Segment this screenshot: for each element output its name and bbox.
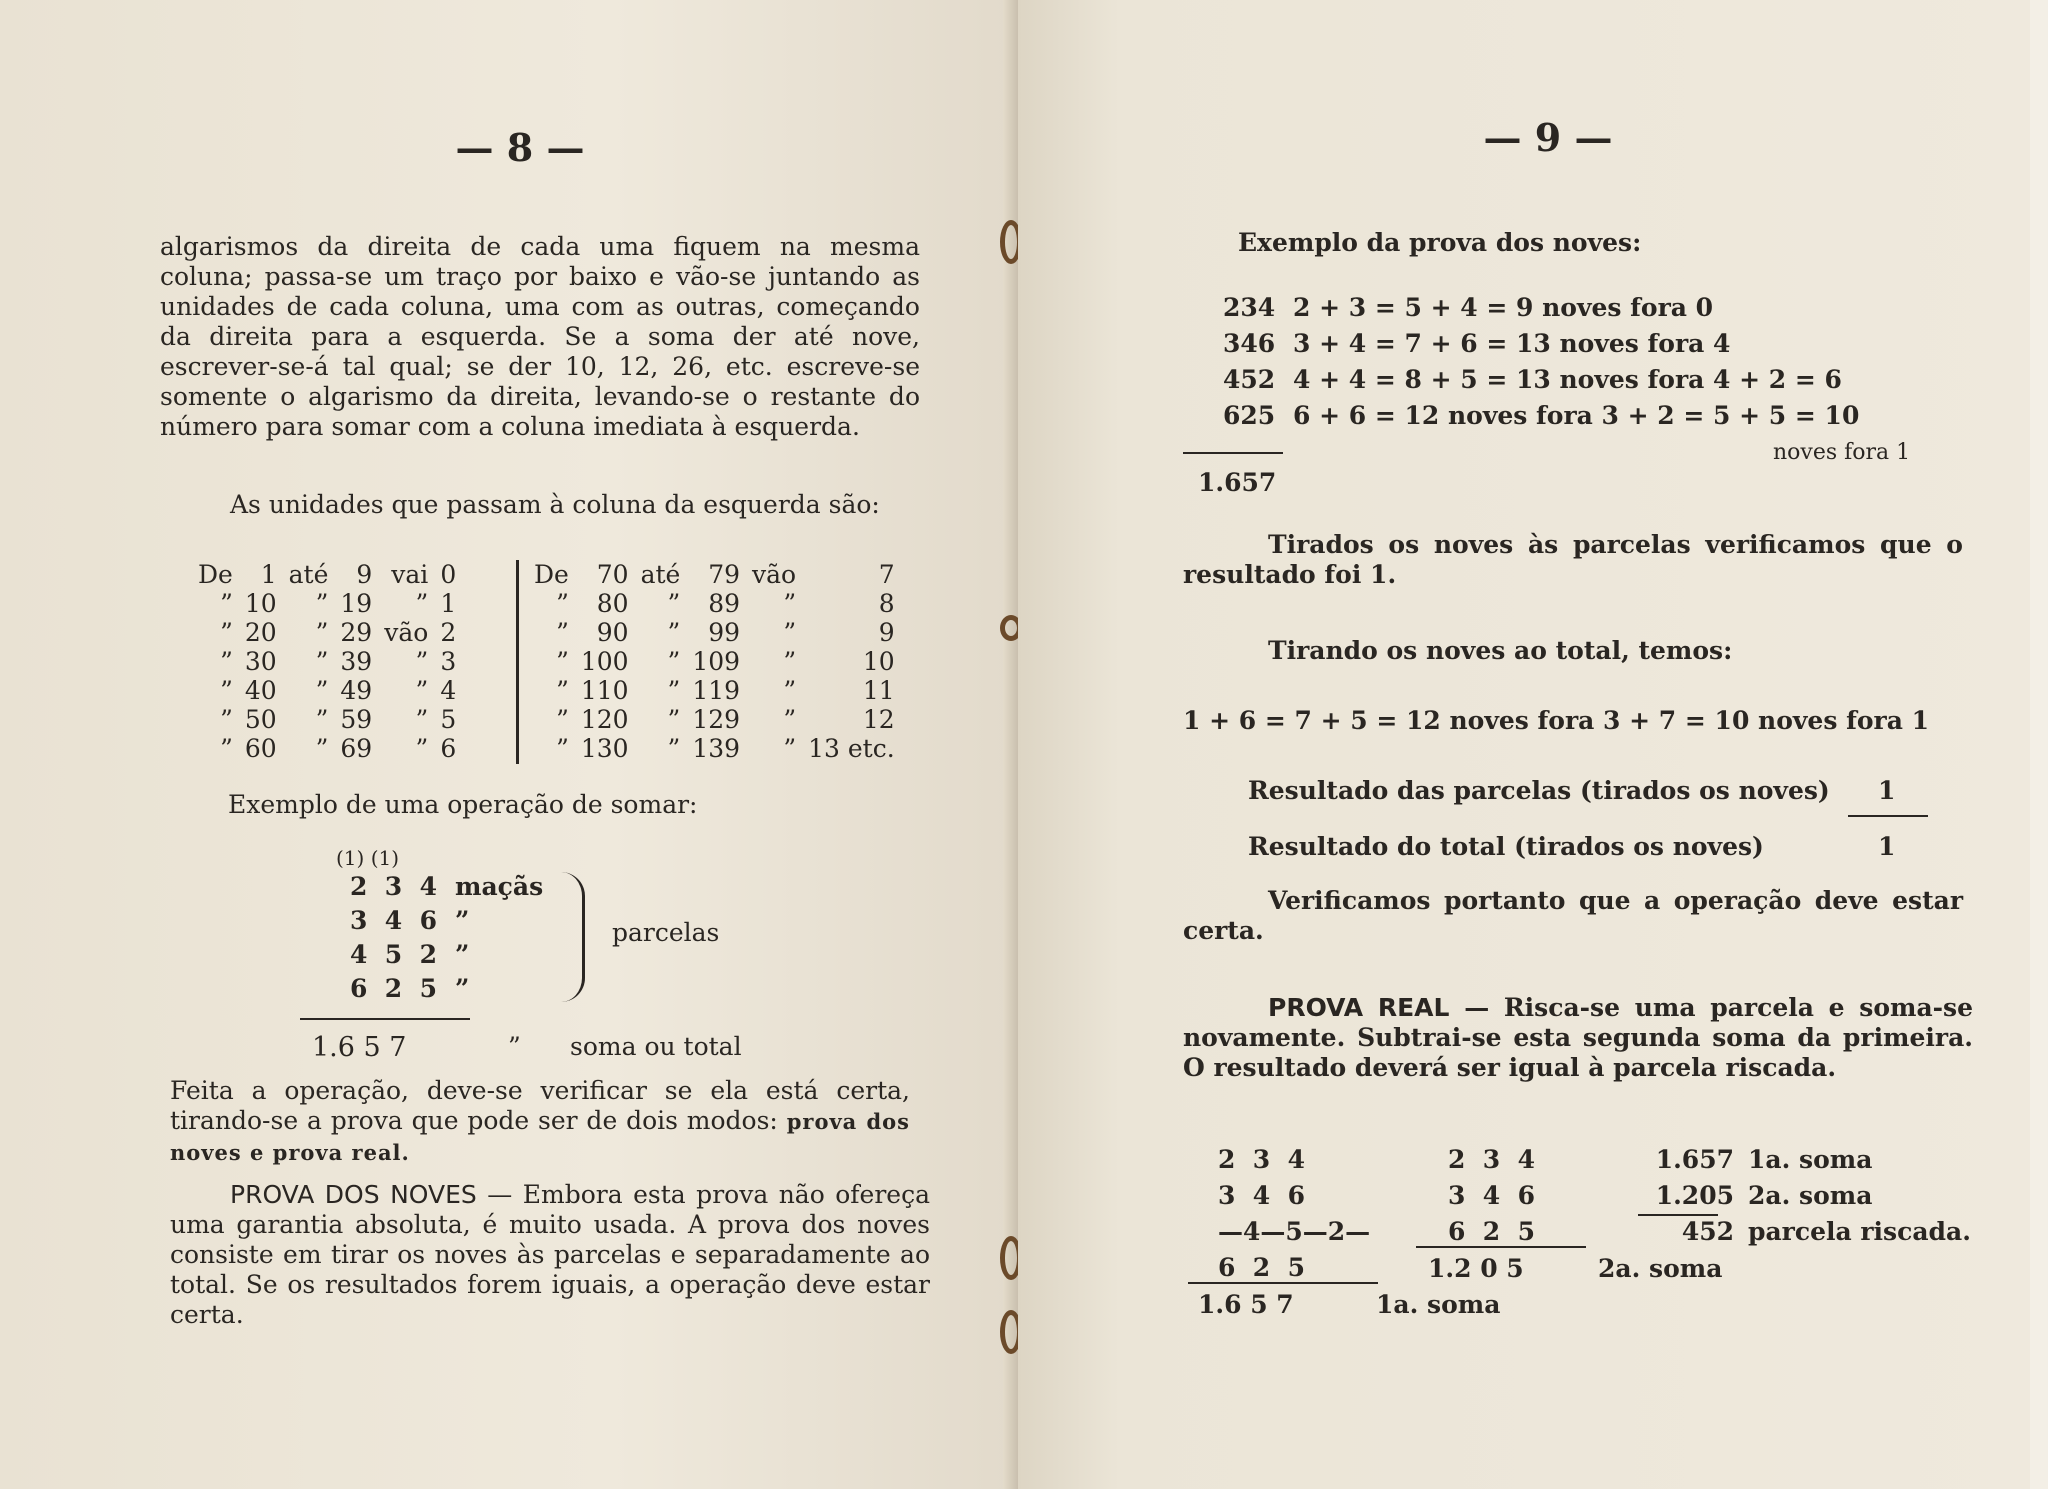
table-row xyxy=(192,734,462,763)
table-cell: 120 xyxy=(580,705,629,734)
table-cell: 1 xyxy=(260,560,277,589)
col1-total-label: 1a. soma xyxy=(1376,1290,1501,1319)
table-cell: 109 xyxy=(692,647,741,676)
nines-last: noves fora 1 xyxy=(1773,440,1911,465)
prova-real-label: parcela riscada. xyxy=(1748,1217,1971,1246)
table-cell: ” xyxy=(783,589,797,618)
prova-real-number: 452 xyxy=(1681,1217,1734,1246)
nines-total: 1.657 xyxy=(1198,468,1277,497)
table-cell: 11 xyxy=(862,676,895,705)
table-cell: ” xyxy=(220,647,233,676)
table-cell: 90 xyxy=(596,618,629,647)
verified-text: Tirados os noves às parcelas verificamos que o resultado foi 1. xyxy=(1183,530,1963,589)
nines-row-calc: 3 + 4 = 7 + 6 = 13 noves fora 4 xyxy=(1293,329,1731,358)
table-cell: ” xyxy=(556,589,569,618)
table-cell: até xyxy=(640,560,681,589)
table-cell: 79 xyxy=(708,560,741,589)
table-cell: vai xyxy=(391,560,429,589)
nines-row xyxy=(1223,290,1859,326)
table-cell: 10 xyxy=(244,589,277,618)
table-cell: 59 xyxy=(340,705,373,734)
col2-total-label: 2a. soma xyxy=(1598,1254,1723,1283)
sum-carries: (1) (1) xyxy=(336,846,400,870)
table-row xyxy=(528,647,901,676)
prova-real-row xyxy=(1638,1142,1971,1178)
table-cell: ” xyxy=(667,589,681,618)
table-cell: ” xyxy=(315,676,329,705)
table-cell: ” xyxy=(783,676,797,705)
table-cell: ” xyxy=(556,647,569,676)
table-cell: 60 xyxy=(244,734,277,763)
sum-row-label: maçãs xyxy=(455,872,544,901)
prova-real-row: 6 2 5 xyxy=(1448,1217,1535,1246)
prova-real-number: 1.205 xyxy=(1655,1181,1734,1210)
table-cell: 19 xyxy=(340,589,373,618)
sum-row xyxy=(350,904,543,938)
verify-methods: prova dos noves e prova real. xyxy=(170,1109,910,1165)
table-cell: ” xyxy=(783,734,797,763)
brace-label: parcelas xyxy=(612,918,720,947)
table-cell: ” xyxy=(220,676,233,705)
nines-row-number: 452 xyxy=(1223,365,1276,394)
table-cell: ” xyxy=(667,705,681,734)
col3-rule xyxy=(1638,1214,1718,1216)
col2-total: 1.2 0 5 xyxy=(1428,1254,1524,1283)
table-row xyxy=(192,560,462,589)
prova-real-col2 xyxy=(1448,1142,1535,1250)
table-cell: 80 xyxy=(596,589,629,618)
table-cell: ” xyxy=(315,647,329,676)
table-cell: ” xyxy=(415,734,429,763)
table-cell: 0 xyxy=(440,560,457,589)
table-cell: 139 xyxy=(692,734,741,763)
table-cell: ” xyxy=(315,734,329,763)
table-row xyxy=(528,618,901,647)
nines-row xyxy=(1223,326,1859,362)
sum-row xyxy=(350,938,543,972)
table-cell: 30 xyxy=(244,647,277,676)
verify-paragraph xyxy=(170,1076,910,1168)
table-cell: 20 xyxy=(244,618,277,647)
nines-row-number: 346 xyxy=(1223,329,1276,358)
table-cell: ” xyxy=(220,734,233,763)
table-cell: ” xyxy=(556,618,569,647)
table-cell: 130 xyxy=(580,734,629,763)
table-row xyxy=(192,676,462,705)
table-cell: 49 xyxy=(340,676,373,705)
prova-noves-text: — Embora esta prova não ofereça uma garantia absoluta, é muito usada. A prova dos noves consiste em tirar os noves às parcelas e separadamente ao total. Se os resultados forem iguais, a operação deve estar certa. xyxy=(170,1180,931,1329)
result-parcelas-label: Resultado das parcelas (tirados os noves) xyxy=(1248,776,1830,805)
sum-rows xyxy=(350,870,543,1006)
sum-row-digits: 3 4 6 xyxy=(350,906,437,935)
table-cell: ” xyxy=(315,705,329,734)
table-row xyxy=(192,618,462,647)
prova-real-text: — Risca-se uma parcela e soma-se novamente. Subtrai-se esta segunda soma da primeira. O resultado deverá ser igual à parcela riscada. xyxy=(1183,993,1973,1082)
table-cell: ” xyxy=(415,676,429,705)
table-cell: ” xyxy=(315,589,329,618)
prova-real-row: 3 4 6 xyxy=(1448,1181,1535,1210)
table-row xyxy=(528,560,901,589)
prova-real-row: —4—5—2— xyxy=(1218,1217,1371,1246)
table-cell: ” xyxy=(783,647,797,676)
table-row xyxy=(192,647,462,676)
table-cell: 6 xyxy=(440,734,457,763)
prova-real-row: 2 3 4 xyxy=(1218,1145,1305,1174)
nines-row-calc: 6 + 6 = 12 noves fora 3 + 2 = 5 + 5 = 10 xyxy=(1293,401,1860,430)
sum-total-mark: ” xyxy=(508,1032,521,1061)
nines-row xyxy=(1223,398,1859,434)
prova-real-col1 xyxy=(1218,1142,1370,1286)
prova-noves-title: PROVA DOS NOVES xyxy=(230,1180,477,1209)
sum-row xyxy=(350,870,543,904)
table-row xyxy=(192,589,462,618)
result-total-value: 1 xyxy=(1878,832,1896,861)
units-table-left xyxy=(192,560,462,763)
table-cell: 9 xyxy=(878,618,895,647)
sum-row-digits: 6 2 5 xyxy=(350,974,437,1003)
table-cell: 50 xyxy=(244,705,277,734)
units-table-right xyxy=(528,560,901,763)
sum-total-label: soma ou total xyxy=(570,1032,742,1061)
table-cell: ” xyxy=(667,618,681,647)
brace-icon xyxy=(560,872,585,1002)
page-number-left: — 8 — xyxy=(455,125,585,170)
col2-rule xyxy=(1416,1246,1586,1248)
table-row xyxy=(528,734,901,763)
table-cell: 119 xyxy=(692,676,741,705)
sum-row-label: ” xyxy=(455,906,470,935)
table-cell: 40 xyxy=(244,676,277,705)
nines-row-number: 625 xyxy=(1223,401,1276,430)
table-cell: ” xyxy=(415,705,429,734)
table-cell: 129 xyxy=(692,705,741,734)
table-row xyxy=(528,705,901,734)
table-cell: ” xyxy=(220,618,233,647)
table-cell: ” xyxy=(220,705,233,734)
nines-row-number: 234 xyxy=(1223,293,1276,322)
nines-rule xyxy=(1183,452,1283,454)
table-cell: 2 xyxy=(440,618,457,647)
prova-real-row xyxy=(1638,1178,1971,1214)
table-cell: ” xyxy=(667,676,681,705)
table-cell: 1 xyxy=(440,589,457,618)
table-cell: 69 xyxy=(340,734,373,763)
result-parcelas-value: 1 xyxy=(1878,776,1896,805)
result-rule xyxy=(1848,815,1928,817)
table-cell: ” xyxy=(415,647,429,676)
units-intro: As unidades que passam à coluna da esquerda são: xyxy=(230,490,880,519)
table-cell: 7 xyxy=(878,560,895,589)
sum-row-digits: 4 5 2 xyxy=(350,940,437,969)
nines-row-calc: 4 + 4 = 8 + 5 = 13 noves fora 4 + 2 = 6 xyxy=(1293,365,1842,394)
table-cell: ” xyxy=(220,589,233,618)
table-cell: 110 xyxy=(580,676,629,705)
table-cell: 4 xyxy=(440,676,457,705)
table-cell: 5 xyxy=(440,705,457,734)
table-cell: 9 xyxy=(356,560,373,589)
prova-real-paragraph xyxy=(1183,993,1973,1083)
prova-real-row: 3 4 6 xyxy=(1218,1181,1305,1210)
prova-real-row: 2 3 4 xyxy=(1448,1145,1535,1174)
conclusion: Verificamos portanto que a operação deve estar certa. xyxy=(1183,886,1963,945)
table-cell: ” xyxy=(556,734,569,763)
table-cell: 29 xyxy=(340,618,373,647)
table-cell: 89 xyxy=(708,589,741,618)
prova-real-label: 1a. soma xyxy=(1748,1145,1873,1174)
sum-row-digits: 2 3 4 xyxy=(350,872,437,901)
table-cell: vão xyxy=(752,560,797,589)
prova-real-row xyxy=(1638,1214,1971,1250)
verify-text: Feita a operação, deve-se verificar se ela está certa, tirando-se a prova que pode ser de dois modos: xyxy=(170,1076,910,1135)
table-cell: 3 xyxy=(440,647,457,676)
nines-row-calc: 2 + 3 = 5 + 4 = 9 noves fora 0 xyxy=(1293,293,1714,322)
sum-rule xyxy=(300,1018,470,1020)
prova-noves-paragraph xyxy=(170,1180,930,1330)
prova-real-number: 1.657 xyxy=(1655,1145,1734,1174)
intro-paragraph: algarismos da direita de cada uma fiquem na mesma coluna; passa-se um traço por baixo e vão-se juntando as unidades de cada coluna, uma com as outras, começando da direita para a esquerda. Se a soma der até nove, escrever-se-á tal qual; se der 10, 12, 26, etc. escreve-se somente o algarismo da direita, levando-se o restante do número para somar com a coluna imediata à esquerda. xyxy=(160,232,920,441)
table-cell: ” xyxy=(783,705,797,734)
prova-real-row: 6 2 5 xyxy=(1218,1253,1305,1282)
table-cell: 39 xyxy=(340,647,373,676)
result-total-label: Resultado do total (tirados os noves) xyxy=(1248,832,1764,861)
sum-row xyxy=(350,972,543,1006)
sum-example-title: Exemplo de uma operação de somar: xyxy=(228,790,698,819)
table-cell: ” xyxy=(667,734,681,763)
prova-real-label: 2a. soma xyxy=(1748,1181,1873,1210)
table-cell: 99 xyxy=(708,618,741,647)
nines-rows xyxy=(1223,290,1859,434)
table-cell: ” xyxy=(315,618,329,647)
table-row xyxy=(528,589,901,618)
prova-real-title: PROVA REAL xyxy=(1268,993,1450,1022)
table-row xyxy=(528,676,901,705)
col1-total: 1.6 5 7 xyxy=(1198,1290,1294,1319)
table-cell: ” xyxy=(667,647,681,676)
sum-row-label: ” xyxy=(455,940,470,969)
sum-row-label: ” xyxy=(455,974,470,1003)
table-row xyxy=(192,705,462,734)
sum-total: 1.6 5 7 xyxy=(312,1032,407,1063)
total-calc: 1 + 6 = 7 + 5 = 12 noves fora 3 + 7 = 10 noves fora 1 xyxy=(1183,706,1930,735)
col1-rule xyxy=(1188,1282,1378,1284)
table-cell: 10 xyxy=(862,647,895,676)
table-cell: até xyxy=(288,560,329,589)
nines-row xyxy=(1223,362,1859,398)
table-cell: De xyxy=(198,560,233,589)
nines-example-title: Exemplo da prova dos noves: xyxy=(1238,228,1642,257)
table-cell: ” xyxy=(415,589,429,618)
table-cell: 13 etc. xyxy=(808,734,895,763)
left-page xyxy=(0,0,1018,1489)
table-cell: 8 xyxy=(878,589,895,618)
table-cell: 100 xyxy=(580,647,629,676)
table-cell: vão xyxy=(384,618,429,647)
table-cell: ” xyxy=(556,676,569,705)
total-intro: Tirando os noves ao total, temos: xyxy=(1268,636,1733,665)
page-number-right: — 9 — xyxy=(1483,115,1613,160)
units-table-divider xyxy=(516,560,519,764)
prova-real-col3 xyxy=(1638,1142,1971,1250)
table-cell: 12 xyxy=(862,705,895,734)
right-page xyxy=(1018,0,2030,1489)
table-cell: ” xyxy=(556,705,569,734)
table-cell: 70 xyxy=(596,560,629,589)
table-cell: ” xyxy=(783,618,797,647)
table-cell: De xyxy=(534,560,569,589)
